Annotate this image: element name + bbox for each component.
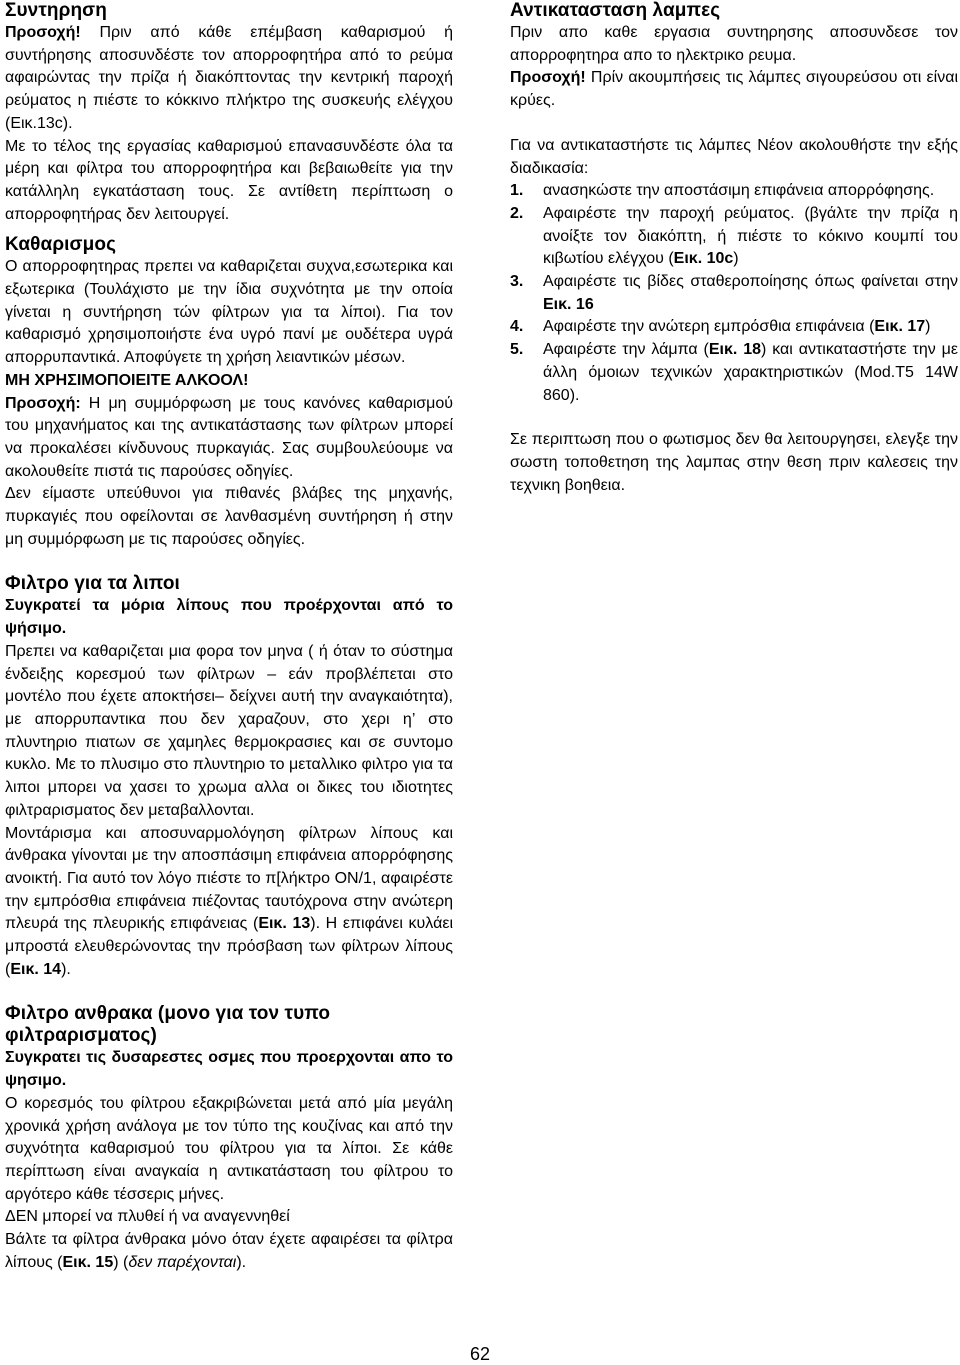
grease-filter-mounting-paragraph: Μοντάρισμα και αποσυναρμολόγηση φίλτρων λίπους και άνθρακα γίνονται με την αποσπάσιμη επιφάνεια απορρόφησης ανοικτή. Για αυτό τον λόγο πιέστε το π[λήκτρο ON/1, αφαιρέστε την εμπρόσθια επιφάνεια πιέζοντας ταυτόχρονα στην ανώτερη πλευρά της πλευρικής επιφάνειας (Εικ. 13). Η επιφάνει κυλάει μπροστά ελευθερώνοντας την πρόσβαση των φίλτρων λίπους (Εικ. 14).	[5, 824, 454, 978]
carbon-filter-saturation-paragraph: Ο κορεσμός του φίλτρου εξακριβώνεται μετά από μία μεγάλη χρονικά χρήση ανάλογα με τον τύπο της κουζίνας και από την συχνότητα καθαρισμού του φίλτρου για τα λίποι. Σε κάθε περίπτωση είναι αναγκαία η αντικατάσταση του φίλτρου το αργότερο κάθε τέσσερις μήνες.	[5, 1094, 453, 1203]
lamp-steps-list	[510, 180, 958, 407]
cleaning-paragraph: Ο απορροφητηρας πρεπει να καθαριζεται συχνα,εσωτερικα και εξωτερικα (Τουλάχιστο με την ίδια συχνότητα με την οποία γίνεται η συντήρηση τών φίλτρων για τα λίποι). Για τον καθαρισμό χρησιμοποιήστε ένα υγρό πανί με ουδέτερα υγρά απορρυπαντικά. Αποφύγετε τη χρήση λειαντικών μέσων.	[5, 258, 453, 367]
figure-ref: Εικ. 13	[258, 915, 311, 933]
warning-label: Προσοχή:	[5, 394, 81, 412]
figure-ref: Εικ. 15	[62, 1253, 114, 1271]
no-alcohol-warning: ΜΗ ΧΡΗΣΙΜΟΠΟΙΕΙΤΕ ΑΛΚΟΟΛ!	[5, 371, 249, 389]
grease-filter-heading: Φιλτρο για τα λιποι	[5, 573, 180, 595]
list-item: 5. Αφαιρέστε την λάμπα (Εικ. 18) και αντικαταστήστε την με άλλη όμοιων τεχνικών χαρακτηριστικών (Mod.T5 14W 860).	[510, 341, 958, 404]
left-column	[5, 0, 453, 1274]
lamp-warning-paragraph: Προσοχή! Πρίν ακουμπήσεις τις λάμπες σιγουρεύσου οτι είναι κρύες.	[510, 69, 958, 110]
liability-paragraph: Δεν είμαστε υπεύθυνοι για πιθανές βλάβες της μηχανής, πυρκαγιές που οφείλονται σε λανθασμένη συντήρηση ή στην μη συμμόρφωση με τις παρούσες οδηγίες.	[5, 485, 453, 548]
carbon-filter-heading: Φιλτρο ανθρακα (μονο για τον τυπο φιλτραρισματος)	[5, 1003, 331, 1047]
carbon-filter-subtitle: Συγκρατει τις δυσαρεστες οσμες που προερχονται απο το ψησιμο.	[5, 1049, 453, 1090]
maintenance-heading: Συντηρηση	[5, 0, 107, 21]
cleaning-fire-warning: Προσοχή: Η μη συμμόρφωση με τους κανόνες καθαρισμού του μηχανήματος και της αντικατάστασης των φίλτρων μπορεί να προκαλέσει κίνδυνους πυρκαγιάς. Σας συμβουλεύουμε να ακολουθείτε πιστά τις παρούσες οδηγίες.	[5, 394, 453, 480]
list-item: 2. Αφαιρέστε την παροχή ρεύματος. (βγάλτε την πρίζα η ανοίξτε τον διακόπτη, ή πιέστε το κόκινο κουμπί του κιβωτίου ελέγχου (Εικ. 10c)	[510, 204, 958, 268]
warning-label: Προσοχή!	[5, 24, 81, 41]
lamp-procedure-intro: Για να αντικαταστήστε τις λάμπες Νέον ακολουθήστε την εξής διαδικασία:	[510, 136, 958, 177]
lamp-replacement-heading: Αντικατασταση λαμπες	[510, 0, 721, 21]
grease-filter-subtitle: Συγκρατεί τα μόρια λίπους που προέρχονται από το ψήσιμο.	[5, 597, 453, 638]
cleaning-heading: Καθαρισμος	[5, 234, 117, 256]
figure-ref: Εικ. 18	[708, 341, 762, 359]
lamp-troubleshoot-paragraph: Σε περιπτωση που ο φωτισμος δεν θα λειτουργησει, ελεγξε την σωστη τοποθετηση της λαμπας στην θεση πριν καλεσεις την τεχνικη βοηθεια.	[510, 431, 958, 494]
maintenance-warning-paragraph: Προσοχή! Πριν από κάθε επέμβαση καθαρισμού ή συντήρησης αποσυνδέστε τον απορροφητήρα από το ρεύμα αφαιρώντας την πρίζα ή διακόπτοντας την κεντρική παροχή ρεύματος η πιέστε το κόκκινο πλήκτρο της συσκευής ελέγχου (Εικ.13c).	[5, 24, 453, 132]
grease-filter-cleaning-paragraph: Πρεπει να καθαριζεται μια φορα τον μηνα ( ή όταν το σύστημα ένδειξης κορεσμού των φίλτρων – εάν προβλέπεται στο μοντέλο που έχετε αποκτήσει– δείχνει αυτή την αναγκαιότητα), με απορρυπαντικα που δεν χαραζουν, στο χερι η’ στο πλυντηριο πιατων σε χαμηλες θερμοκρασιες και σε συντομο κυκλο. Με το πλυσιμο στο πλυντηριο το μεταλλικο φιλτρο για τα λιποι μπορει να χασει το χρωμα αλλα οι δικες του ιδιοτητες φιλτραρισματος δεν μεταβαλλονται.	[5, 642, 453, 819]
list-item: 3. Αφαιρέστε τις βίδες σταθεροποίησης όπως φαίνεται στην Εικ. 16	[510, 273, 958, 313]
figure-ref: Εικ. 10c	[673, 250, 734, 268]
right-column	[510, 0, 958, 497]
page-number: 62	[469, 1344, 491, 1364]
maintenance-reassembly-paragraph: Με το τέλος της εργασίας καθαρισμού επανασυνδέστε όλα τα μέρη και φίλτρα του απορροφητήρα και βεβαιωθείτε για την κατάλληλη εγκατάσταση τους. Σε αντίθετη περίπτωση ο απορροφητήρας δεν λειτουργεί.	[5, 137, 453, 223]
carbon-filter-install-paragraph: Βάλτε τα φίλτρα άνθρακα μόνο όταν έχετε αφαιρέσει τα φίλτρα λίπους (Εικ. 15) (δεν παρέχονται).	[5, 1231, 453, 1271]
warning-label: Προσοχή!	[510, 69, 586, 87]
figure-ref: Εικ. 14	[10, 960, 62, 978]
list-item: 1. ανασηκώστε την αποστάσιμη επιφάνεια απορρόφησης.	[510, 182, 935, 200]
figure-ref: Εικ. 16	[543, 295, 594, 313]
lamp-disconnect-paragraph: Πριν απο καθε εργασια συντηρησης αποσυνδεσε τον απορροφητηρα απο το ηλεκτρικο ρευμα.	[510, 24, 958, 64]
list-item: 4. Αφαιρέστε την ανώτερη εμπρόσθια επιφάνεια (Εικ. 17)	[510, 318, 931, 336]
carbon-filter-no-wash: ΔΕΝ μπορεί να πλυθεί ή να αναγεννηθεί	[5, 1208, 290, 1226]
figure-ref: Εικ. 17	[874, 318, 926, 336]
